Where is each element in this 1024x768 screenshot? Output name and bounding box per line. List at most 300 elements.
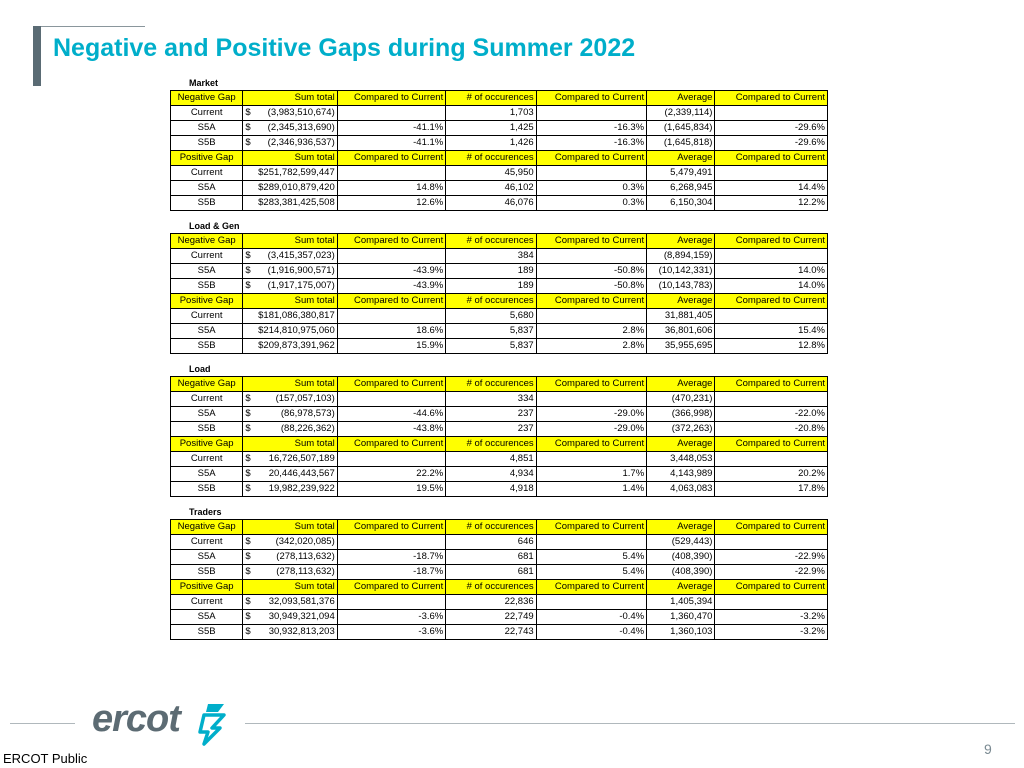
section-title: Load bbox=[189, 364, 211, 374]
avg-cell: 3,448,053 bbox=[647, 452, 715, 467]
header-cell: Compared to Current bbox=[715, 234, 828, 249]
table-row bbox=[171, 625, 828, 640]
sum-value: 16,726,507,189 bbox=[268, 453, 335, 464]
sum-total-cell bbox=[243, 595, 337, 610]
cmp1-cell bbox=[337, 249, 445, 264]
occ-cell: 22,836 bbox=[446, 595, 536, 610]
avg-cell: 6,268,945 bbox=[647, 181, 715, 196]
table-row bbox=[171, 309, 828, 324]
cmp2-cell: -50.8% bbox=[536, 279, 647, 294]
gap-table bbox=[170, 90, 828, 211]
row-label-cell: S5B bbox=[171, 136, 243, 151]
cmp3-cell bbox=[715, 106, 828, 121]
table-row bbox=[171, 196, 828, 211]
cmp2-cell: -0.4% bbox=[536, 610, 647, 625]
currency-symbol: $ bbox=[245, 280, 251, 291]
sum-total-cell bbox=[243, 452, 337, 467]
section-load bbox=[170, 362, 830, 497]
header-cell: Compared to Current bbox=[715, 294, 828, 309]
avg-cell: (1,645,818) bbox=[647, 136, 715, 151]
avg-cell: (408,390) bbox=[647, 550, 715, 565]
cmp3-cell bbox=[715, 392, 828, 407]
row-label-cell: S5B bbox=[171, 339, 243, 354]
title-accent-rule bbox=[41, 26, 145, 27]
sum-total-cell bbox=[243, 535, 337, 550]
table-row bbox=[171, 610, 828, 625]
ercot-logo bbox=[92, 698, 232, 750]
sum-cell: $289,010,879,420 bbox=[243, 181, 337, 196]
avg-cell: (1,645,834) bbox=[647, 121, 715, 136]
header-cell: Average bbox=[647, 91, 715, 106]
currency-symbol: $ bbox=[245, 250, 251, 261]
sum-cell: $214,810,975,060 bbox=[243, 324, 337, 339]
sum-total-cell bbox=[243, 422, 337, 437]
row-label-cell: Current bbox=[171, 249, 243, 264]
table-row bbox=[171, 324, 828, 339]
header-cell: Compared to Current bbox=[536, 437, 647, 452]
avg-cell: (10,143,783) bbox=[647, 279, 715, 294]
sum-value: (86,978,573) bbox=[280, 408, 335, 419]
header-cell: Sum total bbox=[243, 377, 337, 392]
header-cell: Compared to Current bbox=[715, 520, 828, 535]
sum-cell: $283,381,425,508 bbox=[243, 196, 337, 211]
gap-table bbox=[170, 519, 828, 640]
header-cell: Compared to Current bbox=[536, 151, 647, 166]
table-row bbox=[171, 279, 828, 294]
table-row bbox=[171, 249, 828, 264]
header-cell: Positive Gap bbox=[171, 437, 243, 452]
cmp3-cell: 14.0% bbox=[715, 279, 828, 294]
sum-cell: $251,782,599,447 bbox=[243, 166, 337, 181]
row-label-cell: S5B bbox=[171, 279, 243, 294]
cmp3-cell: -3.2% bbox=[715, 610, 828, 625]
header-cell: # of occurences bbox=[446, 151, 536, 166]
occ-cell: 5,837 bbox=[446, 324, 536, 339]
occ-cell: 1,425 bbox=[446, 121, 536, 136]
table-row bbox=[171, 452, 828, 467]
avg-cell: (10,142,331) bbox=[647, 264, 715, 279]
cmp1-cell: -18.7% bbox=[337, 565, 445, 580]
sum-value: (342,020,085) bbox=[275, 536, 335, 547]
header-cell: Compared to Current bbox=[715, 377, 828, 392]
currency-symbol: $ bbox=[245, 596, 251, 607]
cmp3-cell: 14.4% bbox=[715, 181, 828, 196]
sum-cell: $181,086,380,817 bbox=[243, 309, 337, 324]
cmp1-cell bbox=[337, 106, 445, 121]
cmp2-cell: -50.8% bbox=[536, 264, 647, 279]
positive-gap-header-row bbox=[171, 151, 828, 166]
sum-value: (278,113,632) bbox=[276, 566, 335, 577]
table-row bbox=[171, 550, 828, 565]
row-label-cell: S5A bbox=[171, 324, 243, 339]
cmp2-cell bbox=[536, 535, 647, 550]
cmp2-cell: -16.3% bbox=[536, 121, 647, 136]
occ-cell: 334 bbox=[446, 392, 536, 407]
cmp1-cell: 12.6% bbox=[337, 196, 445, 211]
sum-value: (88,226,362) bbox=[280, 423, 335, 434]
cmp2-cell bbox=[536, 595, 647, 610]
cmp3-cell: 14.0% bbox=[715, 264, 828, 279]
cmp2-cell: 0.3% bbox=[536, 196, 647, 211]
header-cell: Compared to Current bbox=[536, 377, 647, 392]
header-cell: # of occurences bbox=[446, 294, 536, 309]
cmp1-cell: 18.6% bbox=[337, 324, 445, 339]
sum-total-cell bbox=[243, 625, 337, 640]
sum-cell: $209,873,391,962 bbox=[243, 339, 337, 354]
occ-cell: 22,749 bbox=[446, 610, 536, 625]
table-row bbox=[171, 121, 828, 136]
sum-value: (3,983,510,674) bbox=[267, 107, 335, 118]
avg-cell: 35,955,695 bbox=[647, 339, 715, 354]
currency-symbol: $ bbox=[245, 137, 251, 148]
header-cell: Average bbox=[647, 234, 715, 249]
occ-cell: 4,918 bbox=[446, 482, 536, 497]
cmp2-cell: -16.3% bbox=[536, 136, 647, 151]
currency-symbol: $ bbox=[245, 107, 251, 118]
sum-total-cell bbox=[243, 136, 337, 151]
cmp1-cell: -18.7% bbox=[337, 550, 445, 565]
avg-cell: 6,150,304 bbox=[647, 196, 715, 211]
positive-gap-header-row bbox=[171, 437, 828, 452]
sum-total-cell bbox=[243, 565, 337, 580]
table-row bbox=[171, 467, 828, 482]
occ-cell: 1,426 bbox=[446, 136, 536, 151]
cmp3-cell bbox=[715, 535, 828, 550]
occ-cell: 4,934 bbox=[446, 467, 536, 482]
sum-total-cell bbox=[243, 249, 337, 264]
row-label-cell: S5B bbox=[171, 196, 243, 211]
avg-cell: 4,143,989 bbox=[647, 467, 715, 482]
occ-cell: 5,837 bbox=[446, 339, 536, 354]
occ-cell: 681 bbox=[446, 565, 536, 580]
header-cell: Compared to Current bbox=[715, 151, 828, 166]
cmp3-cell bbox=[715, 166, 828, 181]
section-traders bbox=[170, 505, 830, 640]
cmp1-cell bbox=[337, 595, 445, 610]
row-label-cell: S5B bbox=[171, 422, 243, 437]
avg-cell: 1,405,394 bbox=[647, 595, 715, 610]
row-label-cell: S5A bbox=[171, 181, 243, 196]
cmp2-cell: -29.0% bbox=[536, 407, 647, 422]
table-row bbox=[171, 181, 828, 196]
currency-symbol: $ bbox=[245, 393, 251, 404]
sum-value: 32,093,581,376 bbox=[268, 596, 335, 607]
sum-total-cell bbox=[243, 392, 337, 407]
table-row bbox=[171, 339, 828, 354]
section-title: Market bbox=[189, 78, 219, 88]
negative-gap-header-row bbox=[171, 91, 828, 106]
sum-value: (2,345,313,690) bbox=[267, 122, 335, 133]
cmp3-cell: 12.2% bbox=[715, 196, 828, 211]
avg-cell: (529,443) bbox=[647, 535, 715, 550]
cmp2-cell: 2.8% bbox=[536, 324, 647, 339]
header-cell: Compared to Current bbox=[337, 520, 445, 535]
occ-cell: 4,851 bbox=[446, 452, 536, 467]
occ-cell: 5,680 bbox=[446, 309, 536, 324]
cmp1-cell: -44.6% bbox=[337, 407, 445, 422]
currency-symbol: $ bbox=[245, 483, 251, 494]
row-label-cell: Current bbox=[171, 535, 243, 550]
sum-value: 20,446,443,567 bbox=[268, 468, 335, 479]
avg-cell: (470,231) bbox=[647, 392, 715, 407]
row-label-cell: S5A bbox=[171, 407, 243, 422]
avg-cell: (366,998) bbox=[647, 407, 715, 422]
cmp2-cell bbox=[536, 249, 647, 264]
header-cell: Compared to Current bbox=[337, 377, 445, 392]
occ-cell: 22,743 bbox=[446, 625, 536, 640]
occ-cell: 46,102 bbox=[446, 181, 536, 196]
header-cell: Sum total bbox=[243, 294, 337, 309]
gap-table bbox=[170, 376, 828, 497]
occ-cell: 45,950 bbox=[446, 166, 536, 181]
positive-gap-header-row bbox=[171, 580, 828, 595]
cmp1-cell bbox=[337, 535, 445, 550]
header-cell: Negative Gap bbox=[171, 377, 243, 392]
header-cell: Positive Gap bbox=[171, 580, 243, 595]
currency-symbol: $ bbox=[245, 468, 251, 479]
header-cell: Sum total bbox=[243, 437, 337, 452]
cmp1-cell bbox=[337, 452, 445, 467]
currency-symbol: $ bbox=[245, 611, 251, 622]
row-label-cell: Current bbox=[171, 166, 243, 181]
sum-value: (157,057,103) bbox=[275, 393, 335, 404]
header-cell: Compared to Current bbox=[536, 234, 647, 249]
header-cell: Sum total bbox=[243, 520, 337, 535]
header-cell: Sum total bbox=[243, 151, 337, 166]
cmp2-cell: 1.7% bbox=[536, 467, 647, 482]
cmp3-cell bbox=[715, 309, 828, 324]
header-cell: # of occurences bbox=[446, 437, 536, 452]
currency-symbol: $ bbox=[245, 566, 251, 577]
avg-cell: (8,894,159) bbox=[647, 249, 715, 264]
cmp3-cell: -29.6% bbox=[715, 136, 828, 151]
title-accent-bar bbox=[33, 26, 41, 86]
sum-value: (2,346,936,537) bbox=[267, 137, 335, 148]
table-row bbox=[171, 136, 828, 151]
avg-cell: (2,339,114) bbox=[647, 106, 715, 121]
sum-total-cell bbox=[243, 407, 337, 422]
currency-symbol: $ bbox=[245, 423, 251, 434]
ercot-bolt-icon bbox=[194, 702, 228, 746]
sum-total-cell bbox=[243, 482, 337, 497]
header-cell: Compared to Current bbox=[337, 151, 445, 166]
currency-symbol: $ bbox=[245, 536, 251, 547]
sum-value: 30,949,321,094 bbox=[268, 611, 335, 622]
cmp2-cell: 0.3% bbox=[536, 181, 647, 196]
header-cell: Compared to Current bbox=[337, 580, 445, 595]
occ-cell: 384 bbox=[446, 249, 536, 264]
header-cell: # of occurences bbox=[446, 377, 536, 392]
avg-cell: 4,063,083 bbox=[647, 482, 715, 497]
avg-cell: (408,390) bbox=[647, 565, 715, 580]
avg-cell: 1,360,103 bbox=[647, 625, 715, 640]
header-cell: # of occurences bbox=[446, 234, 536, 249]
row-label-cell: Current bbox=[171, 392, 243, 407]
cmp1-cell: 22.2% bbox=[337, 467, 445, 482]
sum-total-cell bbox=[243, 121, 337, 136]
table-row bbox=[171, 535, 828, 550]
currency-symbol: $ bbox=[245, 626, 251, 637]
sum-value: (1,917,175,007) bbox=[267, 280, 335, 291]
header-cell: Compared to Current bbox=[536, 91, 647, 106]
header-cell: Average bbox=[647, 437, 715, 452]
occ-cell: 237 bbox=[446, 407, 536, 422]
currency-symbol: $ bbox=[245, 122, 251, 133]
footer-divider-right bbox=[245, 723, 1015, 724]
row-label-cell: S5A bbox=[171, 264, 243, 279]
avg-cell: 31,881,405 bbox=[647, 309, 715, 324]
header-cell: Compared to Current bbox=[536, 294, 647, 309]
logo-text: ercot bbox=[92, 698, 180, 740]
cmp2-cell: -29.0% bbox=[536, 422, 647, 437]
table-row bbox=[171, 166, 828, 181]
cmp1-cell bbox=[337, 166, 445, 181]
row-label-cell: Current bbox=[171, 595, 243, 610]
row-label-cell: Current bbox=[171, 452, 243, 467]
table-row bbox=[171, 422, 828, 437]
cmp3-cell: 20.2% bbox=[715, 467, 828, 482]
table-row bbox=[171, 565, 828, 580]
occ-cell: 46,076 bbox=[446, 196, 536, 211]
header-cell: Positive Gap bbox=[171, 294, 243, 309]
section-market bbox=[170, 76, 830, 211]
sum-total-cell bbox=[243, 467, 337, 482]
sum-total-cell bbox=[243, 610, 337, 625]
header-cell: Sum total bbox=[243, 91, 337, 106]
sum-value: 30,932,813,203 bbox=[268, 626, 335, 637]
negative-gap-header-row bbox=[171, 520, 828, 535]
header-cell: Compared to Current bbox=[337, 234, 445, 249]
occ-cell: 237 bbox=[446, 422, 536, 437]
cmp3-cell: 15.4% bbox=[715, 324, 828, 339]
cmp2-cell: 5.4% bbox=[536, 550, 647, 565]
header-cell: Sum total bbox=[243, 234, 337, 249]
cmp3-cell: -22.9% bbox=[715, 565, 828, 580]
section-title: Load & Gen bbox=[189, 221, 240, 231]
header-cell: Compared to Current bbox=[715, 91, 828, 106]
sum-total-cell bbox=[243, 550, 337, 565]
header-cell: Positive Gap bbox=[171, 151, 243, 166]
row-label-cell: Current bbox=[171, 106, 243, 121]
header-cell: Compared to Current bbox=[536, 520, 647, 535]
cmp2-cell bbox=[536, 106, 647, 121]
section-title: Traders bbox=[189, 507, 222, 517]
cmp1-cell: -41.1% bbox=[337, 136, 445, 151]
sum-value: 19,982,239,922 bbox=[268, 483, 335, 494]
gap-tables bbox=[170, 76, 830, 648]
section-load-gen bbox=[170, 219, 830, 354]
header-cell: # of occurences bbox=[446, 580, 536, 595]
cmp1-cell: -43.8% bbox=[337, 422, 445, 437]
cmp1-cell: -43.9% bbox=[337, 279, 445, 294]
table-row bbox=[171, 392, 828, 407]
header-cell: Sum total bbox=[243, 580, 337, 595]
negative-gap-header-row bbox=[171, 377, 828, 392]
sum-total-cell bbox=[243, 106, 337, 121]
sum-value: (1,916,900,571) bbox=[267, 265, 335, 276]
currency-symbol: $ bbox=[245, 453, 251, 464]
cmp1-cell bbox=[337, 309, 445, 324]
avg-cell: 36,801,606 bbox=[647, 324, 715, 339]
occ-cell: 1,703 bbox=[446, 106, 536, 121]
sum-total-cell bbox=[243, 279, 337, 294]
header-cell: Average bbox=[647, 377, 715, 392]
page-number: 9 bbox=[984, 741, 992, 757]
table-row bbox=[171, 482, 828, 497]
sum-total-cell bbox=[243, 264, 337, 279]
row-label-cell: S5B bbox=[171, 482, 243, 497]
cmp3-cell bbox=[715, 249, 828, 264]
row-label-cell: S5A bbox=[171, 467, 243, 482]
cmp2-cell: 2.8% bbox=[536, 339, 647, 354]
occ-cell: 681 bbox=[446, 550, 536, 565]
header-cell: Compared to Current bbox=[536, 580, 647, 595]
header-cell: Average bbox=[647, 294, 715, 309]
cmp3-cell: -29.6% bbox=[715, 121, 828, 136]
occ-cell: 646 bbox=[446, 535, 536, 550]
header-cell: Compared to Current bbox=[337, 294, 445, 309]
header-cell: Compared to Current bbox=[715, 437, 828, 452]
cmp3-cell bbox=[715, 452, 828, 467]
cmp1-cell: 14.8% bbox=[337, 181, 445, 196]
cmp2-cell bbox=[536, 166, 647, 181]
row-label-cell: S5A bbox=[171, 610, 243, 625]
positive-gap-header-row bbox=[171, 294, 828, 309]
cmp2-cell bbox=[536, 452, 647, 467]
cmp1-cell bbox=[337, 392, 445, 407]
currency-symbol: $ bbox=[245, 408, 251, 419]
cmp3-cell: -22.9% bbox=[715, 550, 828, 565]
header-cell: Compared to Current bbox=[337, 91, 445, 106]
table-row bbox=[171, 264, 828, 279]
header-cell: Average bbox=[647, 520, 715, 535]
sum-value: (3,415,357,023) bbox=[267, 250, 335, 261]
cmp3-cell: -20.8% bbox=[715, 422, 828, 437]
currency-symbol: $ bbox=[245, 551, 251, 562]
table-row bbox=[171, 595, 828, 610]
cmp2-cell: 5.4% bbox=[536, 565, 647, 580]
sum-value: (278,113,632) bbox=[276, 551, 335, 562]
row-label-cell: S5A bbox=[171, 121, 243, 136]
cmp3-cell bbox=[715, 595, 828, 610]
row-label-cell: S5A bbox=[171, 550, 243, 565]
cmp3-cell: 12.8% bbox=[715, 339, 828, 354]
footer-divider-left bbox=[10, 723, 75, 724]
cmp2-cell: -0.4% bbox=[536, 625, 647, 640]
cmp1-cell: -3.6% bbox=[337, 610, 445, 625]
cmp3-cell: 17.8% bbox=[715, 482, 828, 497]
cmp1-cell: -43.9% bbox=[337, 264, 445, 279]
avg-cell: 1,360,470 bbox=[647, 610, 715, 625]
avg-cell: (372,263) bbox=[647, 422, 715, 437]
header-cell: Compared to Current bbox=[715, 580, 828, 595]
header-cell: Negative Gap bbox=[171, 520, 243, 535]
cmp1-cell: -3.6% bbox=[337, 625, 445, 640]
header-cell: Average bbox=[647, 151, 715, 166]
header-cell: # of occurences bbox=[446, 91, 536, 106]
row-label-cell: S5B bbox=[171, 565, 243, 580]
header-cell: Negative Gap bbox=[171, 91, 243, 106]
header-cell: # of occurences bbox=[446, 520, 536, 535]
page-title: Negative and Positive Gaps during Summer 2022 bbox=[53, 34, 636, 62]
occ-cell: 189 bbox=[446, 264, 536, 279]
row-label-cell: S5B bbox=[171, 625, 243, 640]
cmp1-cell: -41.1% bbox=[337, 121, 445, 136]
cmp3-cell: -3.2% bbox=[715, 625, 828, 640]
gap-table bbox=[170, 233, 828, 354]
avg-cell: 5,479,491 bbox=[647, 166, 715, 181]
negative-gap-header-row bbox=[171, 234, 828, 249]
